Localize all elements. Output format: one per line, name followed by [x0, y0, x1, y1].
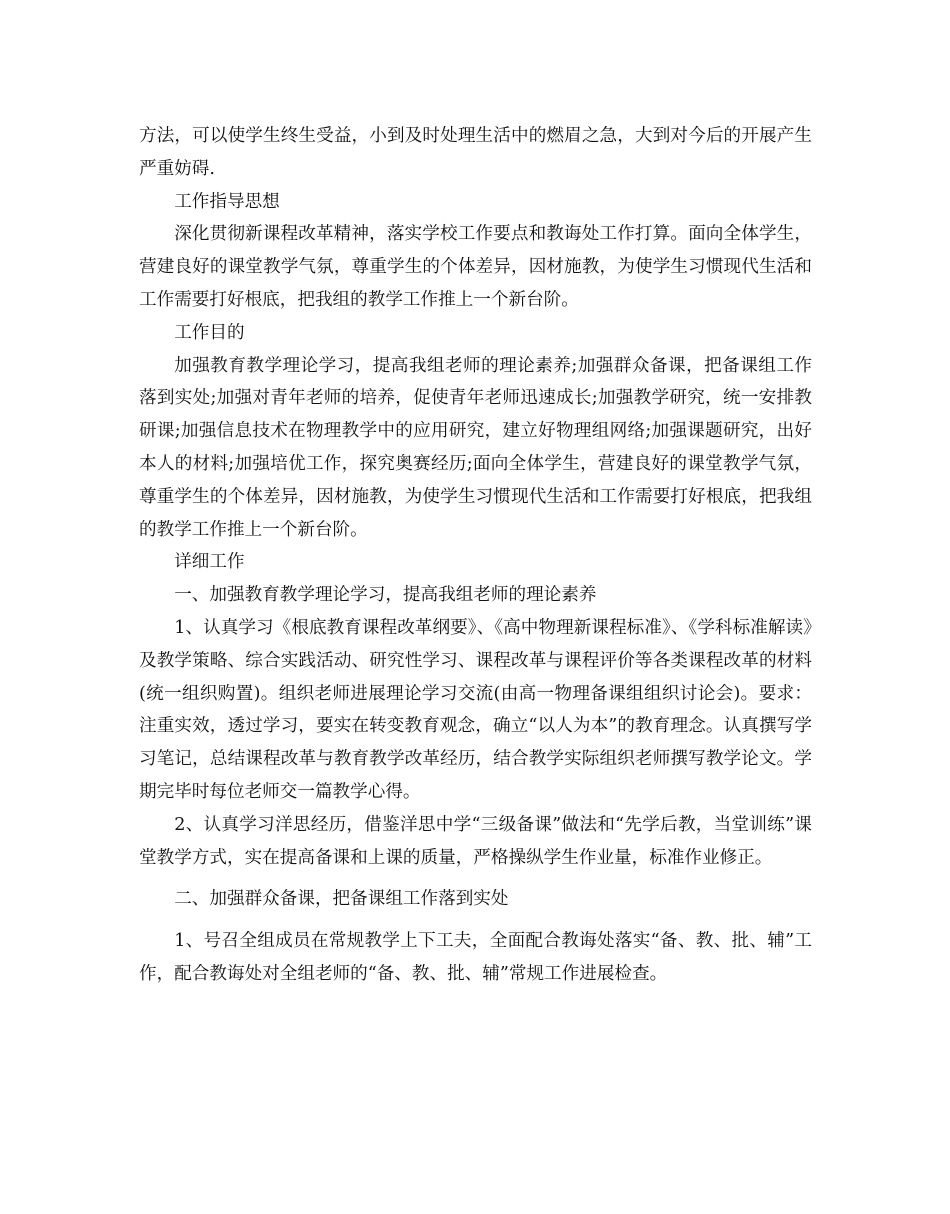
document-body — [139, 120, 812, 991]
paragraph-guiding-idea: 深化贯彻新课程改革精神，落实学校工作要点和教诲处工作打算。面向全体学生，营建良好的课堂教学气氛，尊重学生的个体差异，因材施教，为使学生习惯现代生活和工作需要打好根底，把我组的教学工作推上一个新台阶。 — [139, 224, 812, 310]
paragraph-item-2-1: 1、号召全组成员在常规教学上下工夫，全面配合教诲处落实“备、教、批、辅”工作，配合教诲处对全组老师的“备、教、批、辅”常规工作进展检查。 — [139, 931, 812, 984]
paragraph-item-1-2: 2、认真学习洋思经历，借鉴洋思中学“三级备课”做法和“先学后教，当堂训练”课堂教学方式，实在提高备课和上课的质量，严格操纵学生作业量，标准作业修正。 — [139, 814, 812, 868]
heading-work-goals: 工作目的 — [174, 322, 245, 343]
paragraph-item-1-1: 1、认真学习《根底教育课程改革纲要》、《高中物理新课程标准》、《学科标准解读》及教学策略、综合实践活动、研究性学习、课程改革与课程评价等各类课程改革的材料(统一组织购置)。组织老师进展理论学习交流(由高一物理备课组组织讨论会)。要求：注重实效，透过学习，要实在转变教育观念，确立“以人为本”的教育理念。认真撰写学习笔记，总结课程改革与教育教学改革经历，结合教学实际组织老师撰写教学论文。学期完毕时每位老师交一篇教学心得。 — [139, 617, 812, 802]
heading-section-two: 二、加强群众备课，把备课组工作落到实处 — [174, 889, 509, 910]
paragraph-continuation: 方法，可以使学生终生受益，小到及时处理生活中的燃眉之急，大到对今后的开展产生严重妨碍. — [139, 126, 812, 179]
paragraph-work-goals: 加强教育教学理论学习，提高我组老师的理论素养;加强群众备课，把备课组工作落到实处;加强对青年老师的培养，促使青年老师迅速成长;加强教学研究，统一安排教研课;加强信息技术在物理教学中的应用研究，建立好物理组网络;加强课题研究，出好本人的材料;加强培优工作，探究奥赛经历;面向全体学生，营建良好的课堂教学气氛，尊重学生的个体差异，因材施教，为使学生习惯现代生活和工作需要打好根底，把我组的教学工作推上一个新台阶。 — [139, 355, 812, 540]
heading-section-one: 一、加强教育教学理论学习，提高我组老师的理论素养 — [174, 585, 597, 606]
heading-detailed-work: 详细工作 — [174, 552, 245, 573]
heading-work-guiding-idea: 工作指导思想 — [174, 191, 280, 212]
